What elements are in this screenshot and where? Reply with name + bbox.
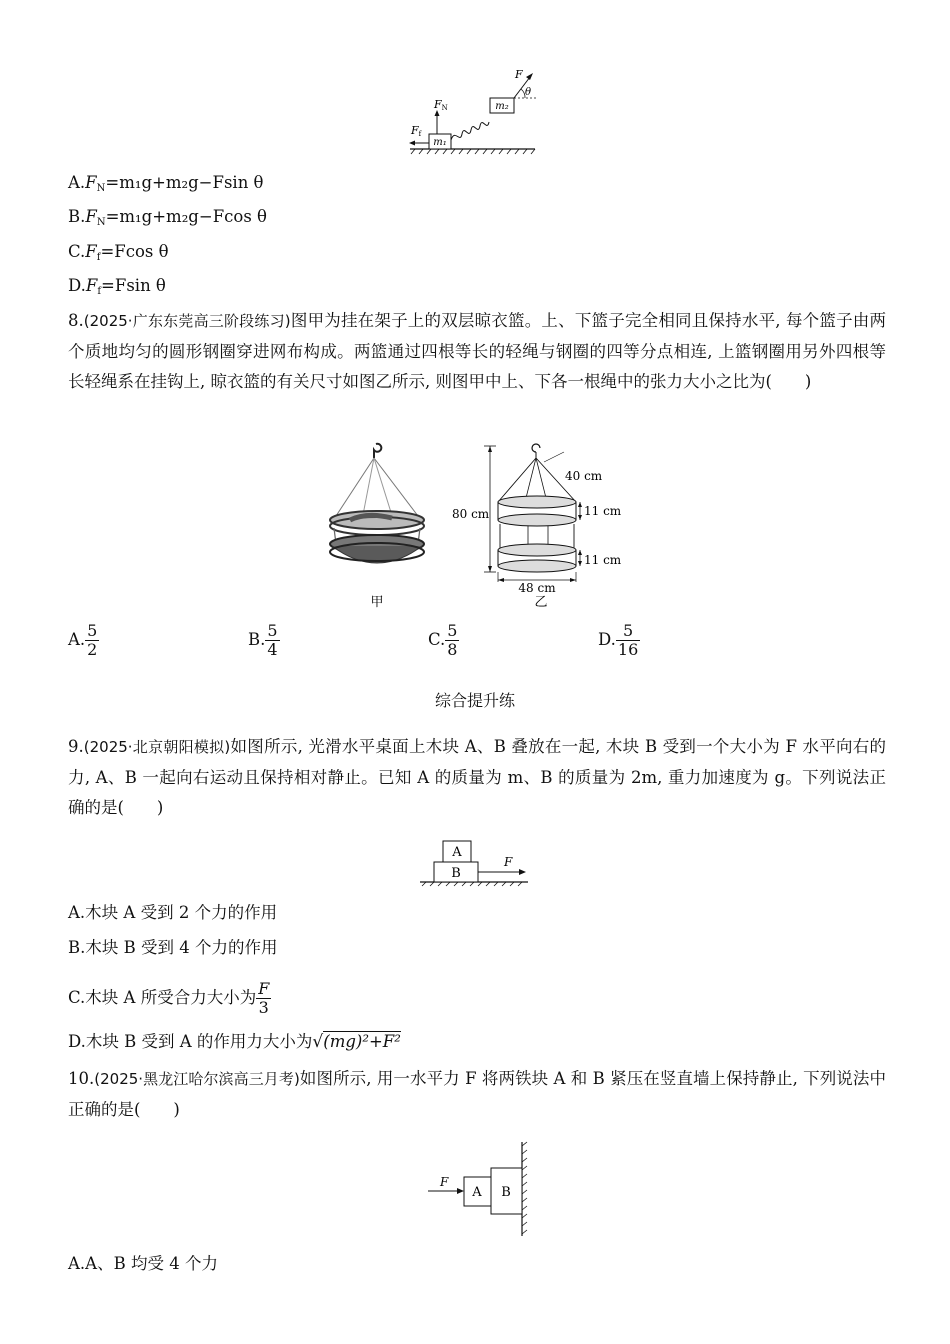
section-heading: 综合提升练	[434, 691, 515, 710]
q8-dim-diameter: 48 cm	[518, 581, 556, 595]
q7-option-d: $D.F_f=Fsin$ θ	[68, 276, 166, 297]
q9-option-c: C.木块 A 所受合力大小为 $\frac{F}{3}$	[68, 979, 270, 1017]
q8-caption-left: 甲	[370, 595, 384, 610]
q10-label-f: F	[440, 1175, 449, 1189]
q10-label-a: A	[472, 1185, 482, 1200]
q8-dim-height: 80 cm	[452, 507, 490, 521]
q7-label-m2: m₂	[495, 101, 509, 112]
q7-label-fn: FN	[434, 98, 448, 112]
sqrt-icon: √	[312, 1032, 324, 1052]
q9-stem: 9.(2025·北京朝阳模拟)如图所示, 光滑水平桌面上木块 A、B 叠放在一起, 木块 B 受到一个大小为 F 水平向右的力, A、B 一起向右运动且保持相对静止。已知 A 的质量为 m、B 的质量为 2m, 重力加速度为 g。下列说法正确的是( )	[68, 737, 886, 817]
q10-option-a: A.A、B 均受 4 个力	[68, 1254, 218, 1273]
q7-option-b: $B.F_N=m_1g+m_2g-Fcos$ θ	[68, 207, 267, 228]
q7-label-ff: Ff	[411, 124, 422, 138]
q7-label-m1: m₁	[433, 137, 447, 148]
q7-label-theta: θ	[525, 87, 532, 98]
q7-label-f: F	[515, 68, 523, 81]
q8-stem: 8.(2025·广东东莞高三阶段练习)图甲为挂在架子上的双层晾衣篮。上、下篮子完全相同且保持水平, 每个篮子由两个质地均匀的圆形钢圈穿进网布构成。两篮通过四根等长的轻绳与钢圈的四等分点相连, 上篮钢圈用另外四根等长轻绳系在挂钩上, 晾衣篮的有关尺寸如图乙所示, 则图甲中上、下各一根绳中的张力大小之比为( )	[68, 311, 886, 391]
q7-figure	[405, 68, 545, 158]
q8-dim-rope: 40 cm	[565, 469, 603, 483]
q8-dim-basket1: 11 cm	[584, 504, 622, 518]
q9-label-b: B	[451, 866, 461, 881]
q9-option-a: A.木块 A 受到 2 个力的作用	[68, 903, 278, 922]
q8-dim-basket2: 11 cm	[584, 553, 622, 567]
q9-figure	[418, 838, 538, 888]
q9-option-d: D.木块 B 受到 A 的作用力大小为√(mg)²+F²	[68, 1032, 401, 1052]
q7-option-a: $A.F_N=m_1g+m_2g-Fsin$ θ	[68, 173, 264, 194]
q10-label-b: B	[501, 1185, 511, 1200]
q8-option-d: D. $\frac{5}{16}$	[598, 621, 639, 659]
q8-figure-photo	[322, 440, 432, 610]
q8-figure-diagram	[448, 440, 628, 610]
q9-option-b: B.木块 B 受到 4 个力的作用	[68, 938, 278, 957]
q8-option-c: C. $\frac{5}{8}$	[428, 621, 458, 659]
q10-figure	[426, 1140, 546, 1240]
q8-option-a: A. $\frac{5}{2}$	[68, 621, 98, 659]
q7-spring	[451, 122, 489, 140]
q7-option-c: $C.F_f=Fcos$ θ	[68, 242, 169, 263]
q8-option-b: B. $\frac{5}{4}$	[248, 621, 278, 659]
q9-label-f: F	[504, 855, 513, 869]
q10-stem: 10.(2025·黑龙江哈尔滨高三月考)如图所示, 用一水平力 F 将两铁块 A 和 B 紧压在竖直墙上保持静止, 下列说法中正确的是( )	[68, 1069, 886, 1119]
q8-caption-right: 乙	[534, 595, 548, 610]
q9-label-a: A	[452, 845, 462, 860]
